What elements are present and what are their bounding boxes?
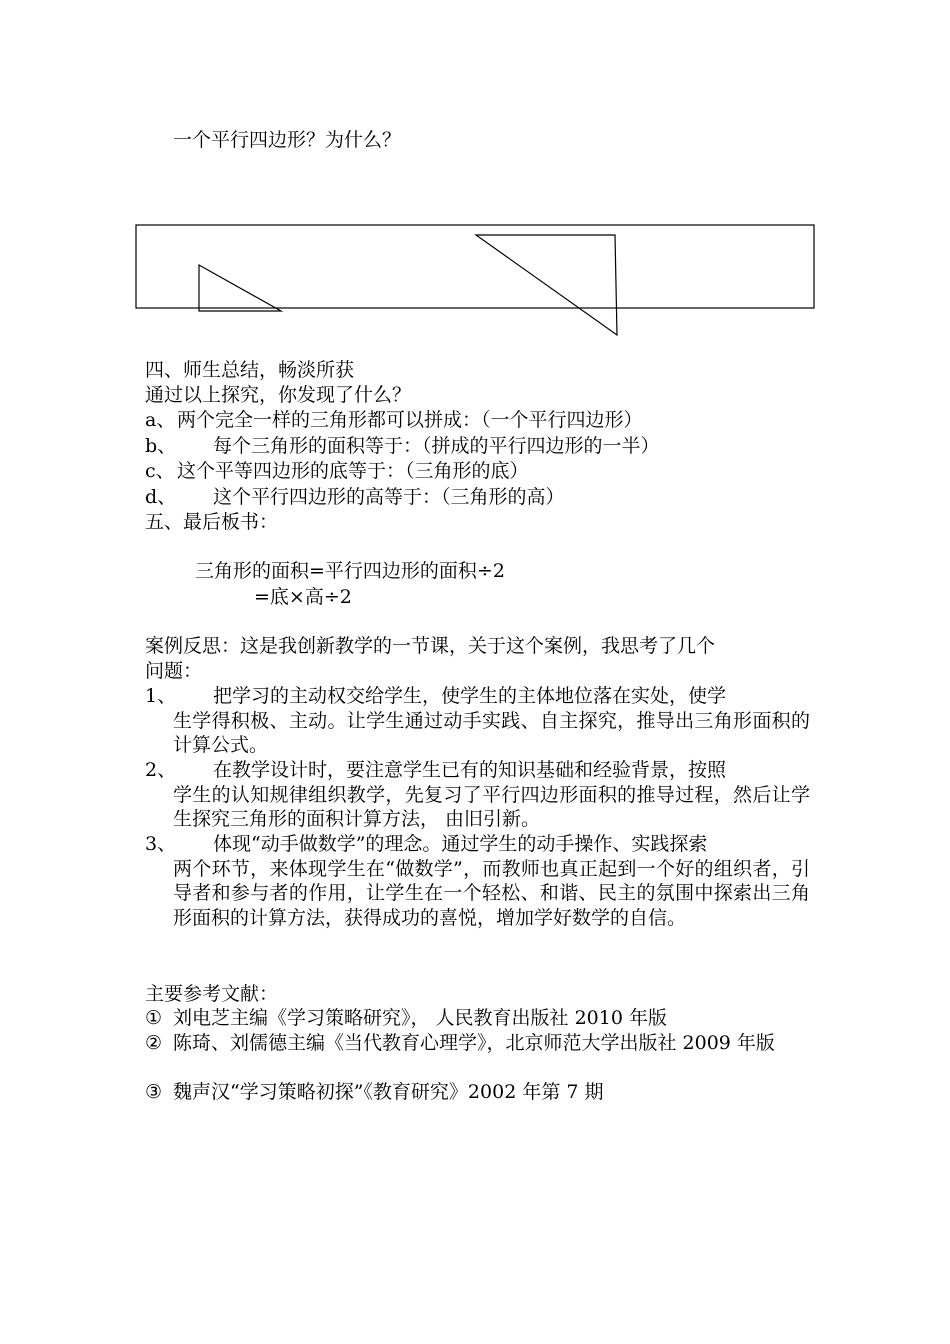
finding-b-text: 每个三角形的面积等于：（拼成的平行四边形的一半） xyxy=(213,435,660,457)
reference-text: 刘电芝主编《学习策略研究》， 人民教育出版社 2010 年版 xyxy=(173,1007,667,1029)
reference-item-1 xyxy=(145,1006,810,1031)
reflection-point-2 xyxy=(145,758,810,832)
point-lead: 把学习的主动权交给学生，使学生的主体地位落在实处，使学 xyxy=(213,685,727,707)
finding-a-text: 两个完全一样的三角形都可以拼成：（一个平行四边形） xyxy=(177,409,643,431)
finding-c-text: 这个平等四边形的底等于：（三角形的底） xyxy=(177,460,529,482)
point-rest: 生学得积极、主动。让学生通过动手实践、自主探究，推导出三角形面积的计算公式。 xyxy=(173,709,810,756)
formula-line-2: =底×高÷2 xyxy=(254,586,352,608)
finding-c-label: c、 xyxy=(145,460,175,482)
large-triangle xyxy=(476,235,617,335)
finding-d-label: d、 xyxy=(145,486,177,508)
reference-text: 魏声汉“学习策略初探”《教育研究》2002 年第 7 期 xyxy=(173,1081,604,1103)
formula-line-1: 三角形的面积=平行四边形的面积÷2 xyxy=(195,560,505,582)
section4-heading: 四、师生总结，畅淡所获 xyxy=(145,359,355,381)
point-number: 3、 xyxy=(145,833,177,855)
point-rest: 两个环节，来体现学生在“做数学”，而教师也真正起到一个好的组织者，引导者和参与者的作用，让学生在一个轻松、和谐、民主的氛围中探索出三角形面积的计算方法，获得成功的喜悦，增加学好数学的自信。 xyxy=(173,857,810,929)
figure-frame xyxy=(136,225,814,308)
finding-d-text: 这个平行四边形的高等于：（三角形的高） xyxy=(213,486,565,508)
reference-item-3 xyxy=(145,1080,810,1105)
point-number: 1、 xyxy=(145,685,177,707)
finding-b-label: b、 xyxy=(145,435,177,457)
point-rest: 学生的认知规律组织教学，先复习了平行四边形面积的推导过程，然后让学生探究三角形的面积计算方法， 由旧引新。 xyxy=(173,783,810,830)
reflection-intro-2: 问题： xyxy=(145,660,203,682)
reflection-intro-1: 案例反思：这是我创新教学的一节课，关于这个案例，我思考了几个 xyxy=(145,635,716,657)
references-heading: 主要参考文献： xyxy=(145,983,279,1005)
intro-line: 一个平行四边形？为什么？ xyxy=(173,129,402,151)
point-number: 2、 xyxy=(145,759,177,781)
reference-number: ③ xyxy=(145,1081,163,1103)
reflection-point-1 xyxy=(145,684,810,758)
reference-number: ① xyxy=(145,1007,163,1029)
finding-a-label: a、 xyxy=(145,409,176,431)
section5-heading: 五、最后板书： xyxy=(145,511,279,533)
small-triangle xyxy=(199,265,281,311)
reference-item-2 xyxy=(145,1031,810,1056)
point-lead: 在教学设计时，要注意学生已有的知识基础和经验背景，按照 xyxy=(213,759,727,781)
reference-text: 陈琦、刘儒德主编《当代教育心理学》，北京师范大学出版社 2009 年版 xyxy=(173,1032,775,1054)
reflection-point-3 xyxy=(145,832,810,930)
reference-number: ② xyxy=(145,1032,163,1054)
point-lead: 体现“动手做数学”的理念。通过学生的动手操作、实践探索 xyxy=(213,833,708,855)
section4-question: 通过以上探究，你发现了什么？ xyxy=(145,384,412,406)
